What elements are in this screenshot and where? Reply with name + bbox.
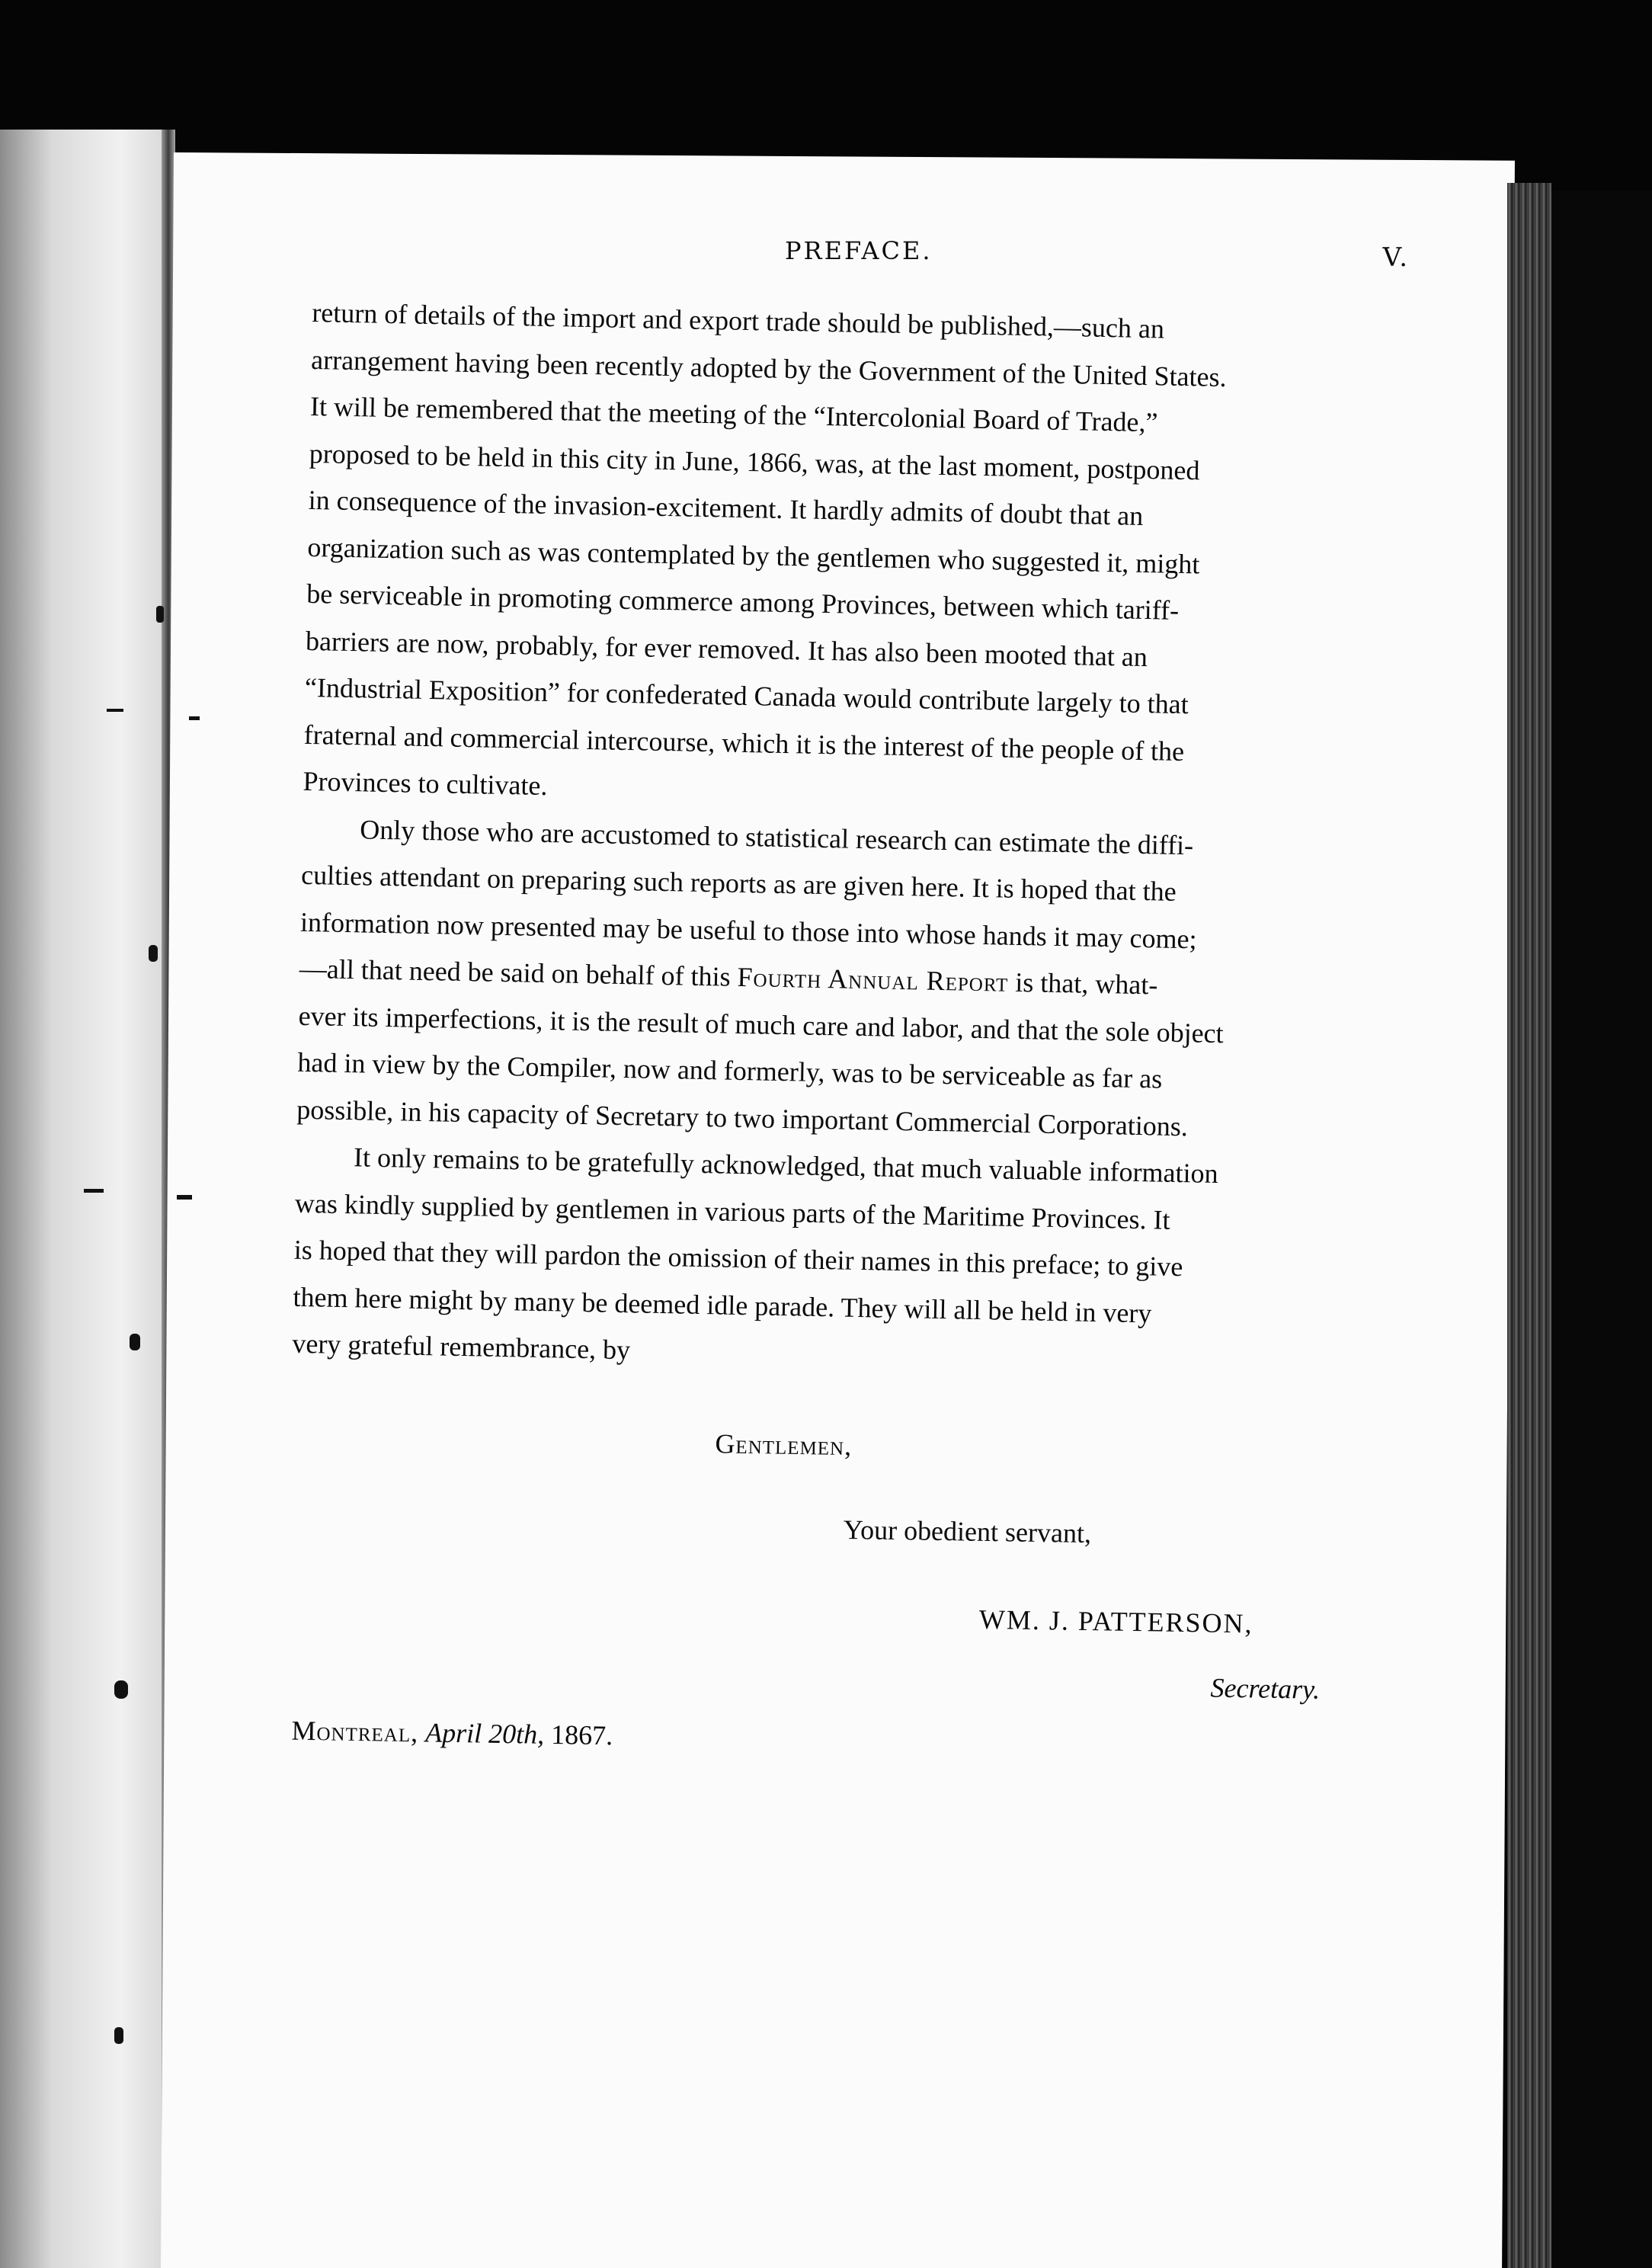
text-line: culties attendant on preparing such reports as are given here. It is hoped that the [300,859,1177,907]
place: Montreal, [291,1715,419,1747]
report-title: Fourth Annual Report [737,961,1009,998]
text-line: possible, in his capacity of Secretary to two important Commercial Corporations. [296,1094,1189,1142]
place-and-date [291,1714,613,1751]
text-line: be serviceable in promoting commerce among Provinces, between which tariff- [306,578,1180,626]
date: April 20th, [424,1716,545,1750]
text-line: ever its imperfections, it is the result of much care and labor, and that the sole object [298,1000,1225,1049]
facing-page-edge [0,130,171,2268]
text-line: It only remains to be gratefully acknowledged, that much valuable information [353,1142,1218,1190]
body-text [292,290,1364,1388]
text-line: had in view by the Compiler, now and formerly, was to be serviceable as far as [297,1046,1163,1094]
page-number: V. [1382,242,1410,273]
speck [84,1189,104,1193]
text-line: arrangement having been recently adopted by the Government of the United States. [310,344,1227,392]
speck [130,1334,140,1350]
paragraph-2 [296,805,1354,1153]
text-line: them here might by many be deemed idle parade. They will all be held in very [293,1281,1152,1328]
running-head [312,229,1410,290]
text-run: —all that need be said on behalf of this [299,953,738,992]
text-line: Only those who are accustomed to statistical research can estimate the diffi- [360,813,1194,860]
text-line: organization such as was contemplated by the gentlemen who suggested it, might [307,531,1200,579]
text-line: “Industrial Exposition” for confederated Canada would contribute largely to that [304,671,1189,720]
text-line: barriers are now, probably, for ever removed. It has also been mooted that an [305,625,1148,672]
speck [114,1680,128,1699]
signature-name: WM. J. PATTERSON, [978,1603,1253,1639]
text-line: proposed to be held in this city in June, 1866, was, at the last moment, postponed [309,437,1200,485]
text-line: It will be remembered that the meeting of the “Intercolonial Board of Trade,” [309,390,1158,438]
paragraph-1 [303,290,1364,825]
text-line: return of details of the import and export trade should be published,—such an [312,296,1165,344]
paragraph-3 [292,1133,1348,1388]
complimentary-close: Your obedient servant, [843,1514,1092,1549]
speck [177,1195,192,1200]
speck [189,716,200,720]
signature-title: Secretary. [1210,1672,1321,1705]
text-line: in consequence of the invasion-excitement. It hardly admits of doubt that an [308,484,1144,531]
year: 1867. [550,1719,613,1751]
text-block [291,229,1410,1764]
text-line: was kindly supplied by gentlemen in various parts of the Maritime Provinces. It [294,1187,1170,1235]
speck [107,709,123,712]
speck [156,606,164,623]
salutation: Gentlemen, [715,1427,853,1461]
text-line: is hoped that they will pardon the omission of their names in this preface; to give [293,1234,1183,1283]
speck [149,945,158,962]
speck [114,2027,123,2044]
text-line: very grateful remembrance, by [292,1328,631,1366]
text-line: Provinces to cultivate. [303,765,548,802]
text-run: is that, what- [1008,966,1158,1001]
closing-block [291,1368,1364,1781]
running-title: PREFACE. [785,236,933,265]
text-line: fraternal and commercial intercourse, which it is the interest of the people of the [303,719,1185,767]
text-line: information now presented may be useful to those into whose hands it may come; [299,906,1197,954]
page-stack-edge [1507,183,1551,2268]
background-edge [1551,191,1652,2268]
